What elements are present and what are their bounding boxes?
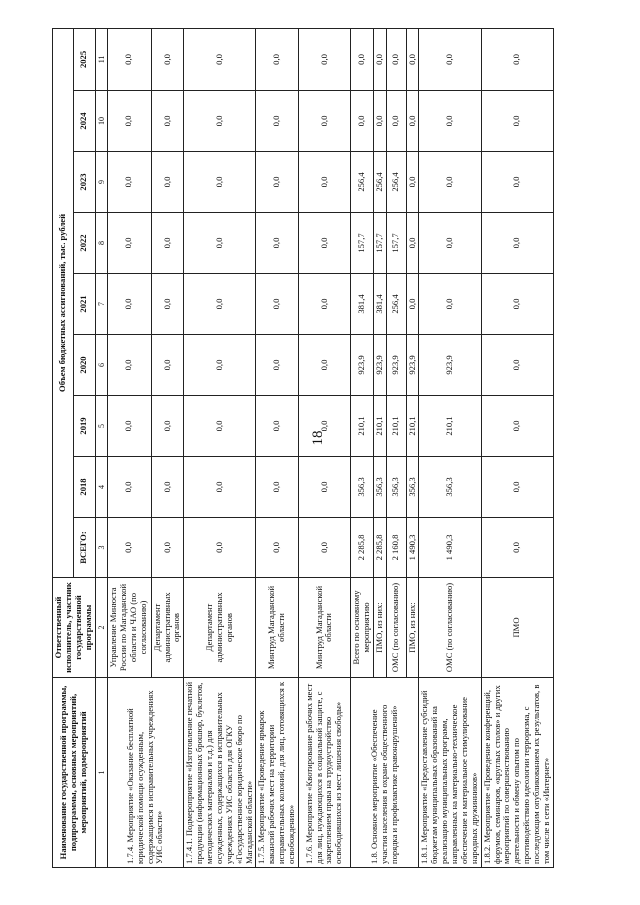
year-value-cell: 0,0 (151, 457, 184, 518)
year-value-cell: 0,0 (298, 213, 350, 274)
year-value-cell: 0,0 (256, 28, 299, 90)
year-value-cell: 356,3 (386, 457, 406, 518)
executor-cell: Всего по основному мероприятию (350, 578, 373, 678)
year-value-cell: 0,0 (406, 28, 419, 90)
executor-cell: Минтруд Магаданской области (256, 578, 299, 678)
year-value-cell: 0,0 (184, 457, 256, 518)
year-value-cell: 0,0 (419, 152, 481, 213)
total-value-cell: 0,0 (298, 518, 350, 578)
year-value-cell: 0,0 (481, 457, 553, 518)
table-body (107, 28, 553, 867)
year-value-cell: 0,0 (481, 213, 553, 274)
year-value-cell: 0,0 (256, 213, 299, 274)
year-value-cell: 0,0 (406, 91, 419, 152)
year-value-cell: 0,0 (107, 213, 151, 274)
year-value-cell: 0,0 (298, 152, 350, 213)
measure-name-cell: 1.8.2. Мероприятие «Проведение конференций, форумов, семинаров, «круглых столов» и других мероприятий по совершенствованию деятельности и обмену опытом по противодействию идеологии терроризма, с последующим опубликованием их результатов, в том числе в сети «Интернет» (481, 678, 553, 868)
year-value-cell: 0,0 (481, 274, 553, 335)
index-cell: 7 (95, 274, 107, 335)
year-value-cell: 356,3 (406, 457, 419, 518)
budget-table (52, 28, 554, 868)
index-cell: 9 (95, 152, 107, 213)
total-value-cell: 0,0 (107, 518, 151, 578)
year-value-cell: 0,0 (107, 152, 151, 213)
year-value-cell: 0,0 (298, 396, 350, 457)
measure-name-cell: 1.7.4.1. Подмероприятие «Изготовление печатной продукции (информационных брошюр, буклетов, методических материалов и т.д.) для осужденных, содержащихся в исправительных учреждениях УИС области для ОГКУ «Государственное юридическое бюро по Магаданской области» (184, 678, 256, 868)
executor-cell: ОМС (по согласованию) (386, 578, 406, 678)
header-name: Наименование государственной программы, подпрограммы, основных мероприятий, мероприятий, подмероприятий (53, 678, 96, 868)
header-year: 2018 (74, 457, 95, 518)
table-row (107, 28, 151, 867)
year-value-cell: 256,4 (373, 152, 386, 213)
year-value-cell: 0,0 (406, 274, 419, 335)
year-value-cell: 381,4 (350, 274, 373, 335)
year-value-cell: 0,0 (184, 335, 256, 396)
year-value-cell: 0,0 (107, 335, 151, 396)
total-value-cell: 2 285,8 (373, 518, 386, 578)
year-value-cell: 0,0 (373, 91, 386, 152)
executor-cell: ПМО, из них: (406, 578, 419, 678)
year-value-cell: 0,0 (151, 152, 184, 213)
table-row (256, 28, 299, 867)
year-value-cell: 0,0 (419, 213, 481, 274)
year-value-cell: 0,0 (419, 274, 481, 335)
header-year: 2022 (74, 213, 95, 274)
executor-cell: ПМО, из них: (373, 578, 386, 678)
executor-cell: ПМО (481, 578, 553, 678)
year-value-cell: 0,0 (184, 152, 256, 213)
index-cell: 8 (95, 213, 107, 274)
year-value-cell: 0,0 (151, 396, 184, 457)
year-value-cell: 0,0 (151, 28, 184, 90)
year-value-cell: 256,4 (350, 152, 373, 213)
year-value-cell: 0,0 (481, 396, 553, 457)
header-year: 2020 (74, 335, 95, 396)
total-value-cell: 0,0 (184, 518, 256, 578)
year-value-cell: 0,0 (298, 457, 350, 518)
total-value-cell: 0,0 (481, 518, 553, 578)
header-year: 2019 (74, 396, 95, 457)
year-value-cell: 381,4 (373, 274, 386, 335)
year-value-cell: 0,0 (419, 28, 481, 90)
year-value-cell: 0,0 (151, 91, 184, 152)
index-cell: 6 (95, 335, 107, 396)
year-value-cell: 0,0 (406, 213, 419, 274)
total-value-cell: 2 285,8 (350, 518, 373, 578)
year-value-cell: 0,0 (107, 396, 151, 457)
year-value-cell: 0,0 (151, 274, 184, 335)
year-value-cell: 210,1 (373, 396, 386, 457)
year-value-cell: 0,0 (386, 28, 406, 90)
year-value-cell: 0,0 (298, 274, 350, 335)
year-value-cell: 0,0 (298, 335, 350, 396)
year-value-cell: 923,9 (350, 335, 373, 396)
year-value-cell: 0,0 (184, 28, 256, 90)
year-value-cell: 923,9 (419, 335, 481, 396)
year-value-cell: 0,0 (481, 28, 553, 90)
year-value-cell: 210,1 (386, 396, 406, 457)
year-value-cell: 356,3 (350, 457, 373, 518)
year-value-cell: 0,0 (419, 91, 481, 152)
index-row (95, 28, 107, 867)
year-value-cell: 0,0 (298, 91, 350, 152)
table-row (184, 28, 256, 867)
budget-table-rotated (52, 28, 592, 868)
year-value-cell: 0,0 (184, 274, 256, 335)
year-value-cell: 256,4 (386, 274, 406, 335)
year-value-cell: 0,0 (481, 152, 553, 213)
year-value-cell: 0,0 (256, 274, 299, 335)
total-value-cell: 0,0 (151, 518, 184, 578)
year-value-cell: 0,0 (107, 91, 151, 152)
year-value-cell: 210,1 (419, 396, 481, 457)
year-value-cell: 256,4 (386, 152, 406, 213)
page-number: 18 (310, 430, 326, 446)
table-row (419, 28, 481, 867)
index-cell: 5 (95, 396, 107, 457)
year-value-cell: 157,7 (386, 213, 406, 274)
measure-name-cell: 1.8. Основное мероприятие «Обеспечение участия населения в охране общественного порядка и профилактике правонарушений» (350, 678, 419, 868)
year-value-cell: 210,1 (350, 396, 373, 457)
total-value-cell: 1 490,3 (406, 518, 419, 578)
total-value-cell: 0,0 (256, 518, 299, 578)
measure-name-cell: 1.7.4. Мероприятие «Оказание бесплатной юридической помощи осужденным, содержащимся в исправительных учреждениях УИС области» (107, 678, 184, 868)
executor-cell: Минтруд Магаданской области (298, 578, 350, 678)
header-year: 2023 (74, 152, 95, 213)
measure-name-cell: 1.7.5. Мероприятие «Проведение ярмарок вакансий рабочих мест на территории исправительных колоний, для лиц, готовящихся к освобождению» (256, 678, 299, 868)
year-value-cell: 356,3 (373, 457, 386, 518)
year-value-cell: 923,9 (373, 335, 386, 396)
table-row (350, 28, 373, 867)
executor-cell: ОМС (по согласованию) (419, 578, 481, 678)
year-value-cell: 0,0 (373, 28, 386, 90)
index-cell: 3 (95, 518, 107, 578)
index-cell: 11 (95, 28, 107, 90)
header-executor: Ответственный исполнитель, участник государственной программы (53, 578, 96, 678)
index-cell: 10 (95, 91, 107, 152)
year-value-cell: 923,9 (406, 335, 419, 396)
year-value-cell: 0,0 (386, 91, 406, 152)
total-value-cell: 2 160,8 (386, 518, 406, 578)
year-value-cell: 0,0 (151, 335, 184, 396)
year-value-cell: 923,9 (386, 335, 406, 396)
header-year: 2021 (74, 274, 95, 335)
year-value-cell: 0,0 (298, 28, 350, 90)
index-cell: 2 (95, 578, 107, 678)
header-year: 2025 (74, 28, 95, 90)
table-row (481, 28, 553, 867)
year-value-cell: 0,0 (107, 28, 151, 90)
year-value-cell: 0,0 (256, 335, 299, 396)
year-value-cell: 0,0 (481, 91, 553, 152)
executor-cell: Управление Минюста России по Магаданской области и ЧАО (по согласованию) (107, 578, 151, 678)
executor-cell: Департамент административных органов (151, 578, 184, 678)
year-value-cell: 0,0 (184, 213, 256, 274)
table-row (298, 28, 350, 867)
index-cell: 4 (95, 457, 107, 518)
header-volume: Объем бюджетных ассигнований, тыс. рублей (53, 28, 74, 577)
year-value-cell: 0,0 (350, 91, 373, 152)
year-value-cell: 0,0 (107, 274, 151, 335)
header-year: 2024 (74, 91, 95, 152)
year-value-cell: 210,1 (406, 396, 419, 457)
year-value-cell: 0,0 (481, 335, 553, 396)
year-value-cell: 0,0 (256, 396, 299, 457)
year-value-cell: 0,0 (184, 91, 256, 152)
year-value-cell: 0,0 (256, 91, 299, 152)
executor-cell: Департамент административных органов (184, 578, 256, 678)
year-value-cell: 0,0 (350, 28, 373, 90)
measure-name-cell: 1.8.1. Мероприятие «Предоставление субсидий бюджетам муниципальных образований на реализацию муниципальных программ, направленных на материально-техническое обеспечение и материальное стимулирование народных дружинников» (419, 678, 481, 868)
year-value-cell: 157,7 (373, 213, 386, 274)
header-total: ВСЕГО: (74, 518, 95, 578)
year-value-cell: 0,0 (184, 396, 256, 457)
year-value-cell: 0,0 (256, 152, 299, 213)
year-value-cell: 157,7 (350, 213, 373, 274)
total-value-cell: 1 490,3 (419, 518, 481, 578)
index-cell: 1 (95, 678, 107, 868)
year-value-cell: 0,0 (256, 457, 299, 518)
measure-name-cell: 1.7.6. Мероприятие «Квотирование рабочих мест для лиц, нуждающихся в социальной защите, с закреплением права на трудоустройство освободившихся из мест лишения свободы» (298, 678, 350, 868)
year-value-cell: 0,0 (107, 457, 151, 518)
year-value-cell: 356,3 (419, 457, 481, 518)
year-value-cell: 0,0 (151, 213, 184, 274)
year-value-cell: 0,0 (406, 152, 419, 213)
